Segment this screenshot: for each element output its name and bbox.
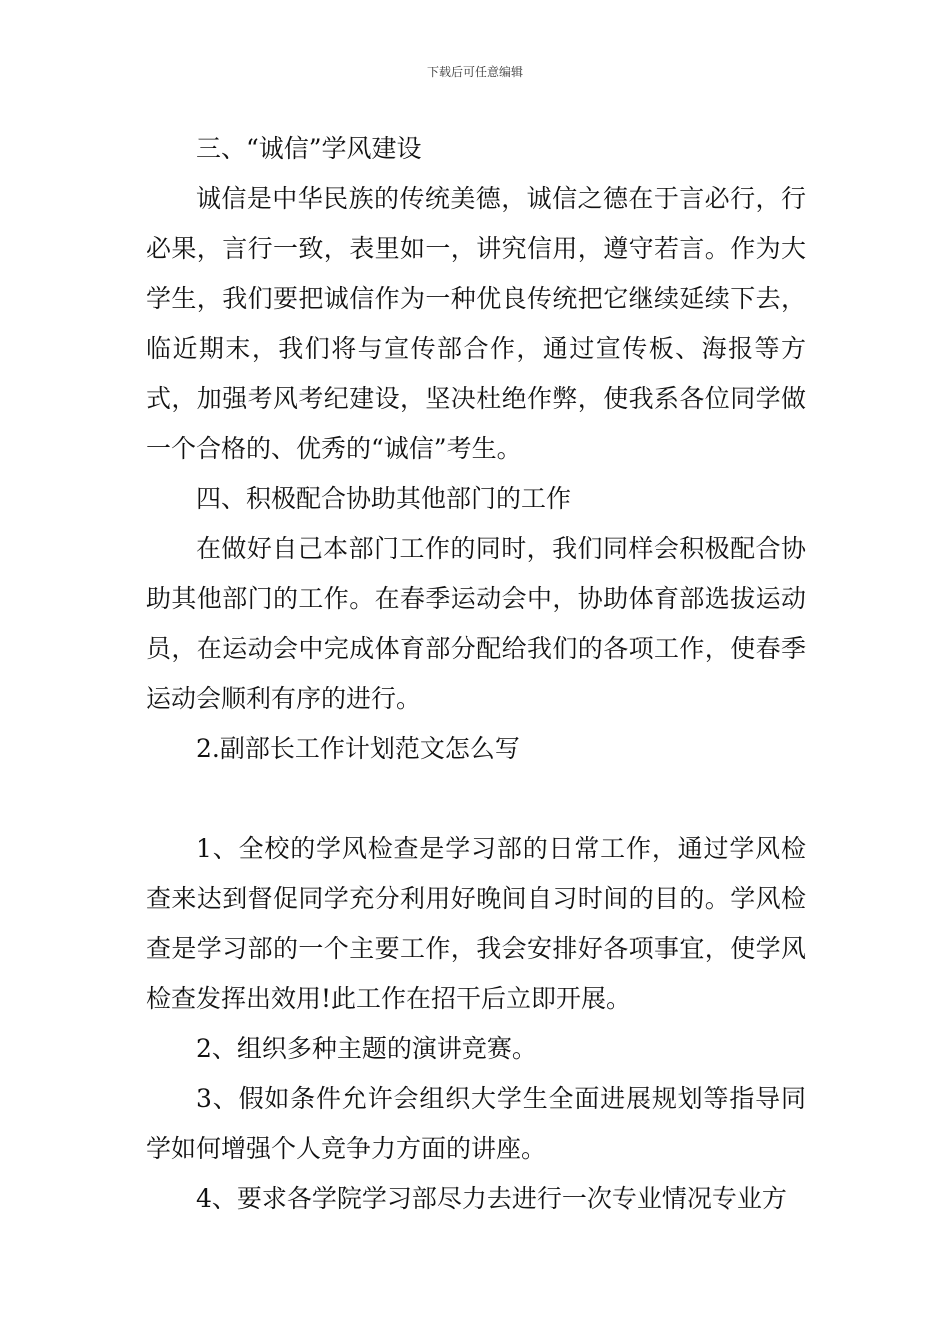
paragraph-cooperation: 在做好自己本部门工作的同时，我们同样会积极配合协助其他部门的工作。在春季运动会中，协助体育部选拔运动员，在运动会中完成体育部分配给我们的各项工作，使春季运动会顺利有序的进行。 [146,534,806,713]
paragraph-integrity: 诚信是中华民族的传统美德，诚信之德在于言必行，行必果，言行一致，表里如一，讲究信用，遵守若言。作为大学生，我们要把诚信作为一种优良传统把它继续延续下去，临近期末，我们将与宣传部合作，通过宣传板、海报等方式，加强考风考纪建设，坚决杜绝作弊，使我系各位同学做一个合格的、优秀的“诚信”考生。 [146,184,806,463]
blank-line [146,774,806,824]
document-body [146,124,806,1224]
article-title-vice-minister-plan: 2.副部长工作计划范文怎么写 [196,734,520,763]
list-item-4: 4、要求各学院学习部尽力去进行一次专业情况专业方 [196,1184,787,1213]
section-heading-cooperation: 四、积极配合协助其他部门的工作 [196,484,572,513]
list-item-2: 2、组织多种主题的演讲竞赛。 [196,1034,537,1063]
page-header: 下载后可任意编辑 [426,65,523,79]
section-heading-integrity: 三、“诚信”学风建设 [196,134,422,163]
list-item-3: 3、假如条件允许会组织大学生全面进展规划等指导同学如何增强个人竞争力方面的讲座。 [146,1084,806,1163]
list-item-1: 1、全校的学风检查是学习部的日常工作，通过学风检查来达到督促同学充分利用好晚间自习时间的目的。学风检查是学习部的一个主要工作，我会安排好各项事宜，使学风检查发挥出效用!此工作在招干后立即开展。 [146,834,806,1013]
